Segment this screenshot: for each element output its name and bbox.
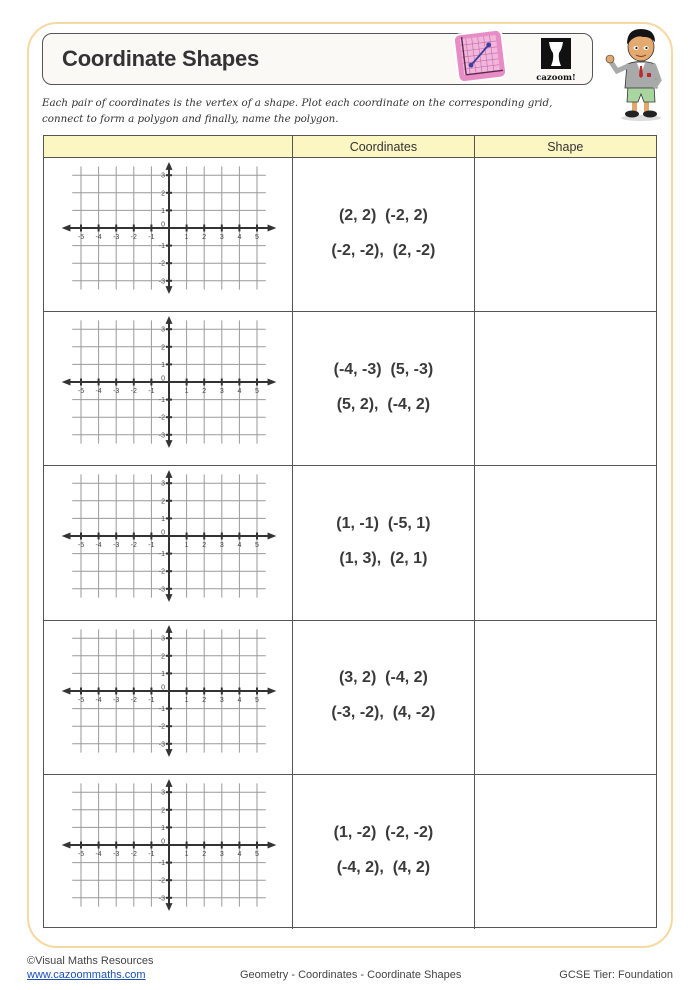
x-tick-label: -4 — [95, 234, 102, 241]
y-tick-label: 2 — [161, 807, 165, 815]
x-tick-label: 1 — [184, 696, 189, 704]
x-tick-label: -2 — [130, 850, 137, 858]
title-box — [42, 33, 593, 85]
x-tick-label: -3 — [113, 234, 120, 241]
x-tick-label: 2 — [202, 696, 207, 704]
coordinates-cell — [293, 775, 474, 929]
y-tick-label: -3 — [158, 586, 165, 594]
instructions-line-1: Each pair of coordinates is the vertex of a shape. Plot each coordinate on the corresponding grid, — [42, 97, 553, 109]
header-coordinates: Coordinates — [293, 136, 474, 157]
x-axis-arrow-right-icon — [268, 379, 277, 386]
y-tick-label: -2 — [158, 260, 165, 268]
table-row — [44, 466, 656, 620]
y-tick-label: -2 — [158, 569, 165, 577]
x-tick-label: -1 — [148, 696, 155, 704]
y-tick-label: -1 — [158, 397, 165, 405]
x-tick-label: 4 — [237, 850, 242, 858]
x-axis-arrow-left-icon — [62, 841, 71, 848]
cazoom-vase-icon — [534, 37, 578, 83]
x-tick-label: 3 — [219, 234, 224, 241]
x-tick-label: 4 — [237, 542, 242, 550]
x-tick-label: -2 — [130, 542, 137, 550]
x-tick-label: -1 — [148, 234, 155, 241]
graph-tile-icon — [452, 27, 508, 85]
x-tick-label: -5 — [77, 542, 85, 550]
x-tick-label: -3 — [113, 850, 120, 858]
y-tick-label: 2 — [161, 498, 165, 506]
coordinates-cell — [293, 466, 474, 619]
coordinates-line-2: (-2, -2), (2, -2) — [331, 241, 436, 259]
grid-cell[interactable] — [44, 158, 293, 311]
footer-website-wrap — [27, 969, 146, 981]
x-tick-label: -5 — [77, 850, 85, 858]
y-tick-label: 3 — [161, 172, 165, 180]
y-tick-label: -3 — [158, 278, 165, 286]
y-tick-label: 3 — [161, 789, 165, 797]
x-tick-label: 4 — [237, 388, 242, 396]
y-axis-arrow-down-icon — [166, 594, 173, 602]
x-tick-label: 3 — [219, 388, 224, 396]
x-tick-label: 1 — [184, 542, 189, 550]
y-tick-label: -2 — [158, 877, 165, 885]
y-tick-label: -2 — [158, 414, 165, 422]
x-tick-label: -1 — [148, 388, 155, 396]
shape-answer-cell[interactable] — [475, 775, 656, 929]
y-axis-arrow-down-icon — [166, 903, 173, 911]
y-tick-label: -1 — [158, 243, 165, 251]
x-tick-label: -3 — [113, 388, 120, 396]
y-tick-label: 1 — [161, 207, 165, 215]
cazoom-logo — [534, 37, 578, 83]
coordinates-line-1: (1, -1) (-5, 1) — [336, 514, 431, 532]
y-tick-label: 3 — [161, 326, 165, 334]
table-row — [44, 775, 656, 929]
y-tick-label: 1 — [161, 824, 165, 832]
coordinates-line-1: (-4, -3) (5, -3) — [333, 360, 434, 378]
coordinates-line-1: (3, 2) (-4, 2) — [338, 669, 428, 687]
y-axis-arrow-up-icon — [166, 625, 173, 633]
x-tick-label: -4 — [95, 542, 102, 550]
shape-answer-cell[interactable] — [475, 621, 656, 774]
x-tick-label: 2 — [202, 542, 207, 550]
header-grid — [44, 136, 293, 157]
x-tick-label: 2 — [202, 388, 207, 396]
coordinate-grid[interactable] — [54, 312, 284, 457]
x-tick-label: -2 — [130, 696, 137, 704]
y-tick-label: 1 — [161, 670, 165, 678]
x-tick-label: 1 — [184, 234, 189, 241]
coordinates-line-2: (1, 3), (2, 1) — [339, 549, 428, 567]
coordinate-grid[interactable] — [54, 621, 284, 766]
x-tick-label: -5 — [77, 234, 85, 241]
x-axis-arrow-left-icon — [62, 687, 71, 694]
x-tick-label: 3 — [219, 696, 224, 704]
y-axis-arrow-down-icon — [166, 286, 173, 294]
coordinates-line-2: (-4, 2), (4, 2) — [336, 858, 431, 876]
coordinates-line-1: (2, 2) (-2, 2) — [338, 206, 428, 224]
x-axis-arrow-right-icon — [268, 225, 277, 232]
x-tick-label: 3 — [219, 542, 224, 550]
table-row — [44, 621, 656, 775]
x-axis-arrow-left-icon — [62, 379, 71, 386]
x-tick-label: -3 — [113, 696, 120, 704]
y-tick-label: 2 — [161, 190, 165, 198]
table-row — [44, 312, 656, 466]
x-tick-label: 3 — [219, 850, 224, 858]
worksheet-table — [43, 135, 657, 928]
table-header — [44, 136, 656, 158]
logo-text: cazoom! — [536, 73, 576, 83]
x-tick-label: -3 — [113, 542, 120, 550]
y-axis-arrow-down-icon — [166, 749, 173, 757]
x-tick-label: -2 — [130, 388, 137, 396]
origin-label: 0 — [161, 684, 165, 692]
y-tick-label: 2 — [161, 652, 165, 660]
footer-copyright: ©Visual Maths Resources — [27, 955, 154, 967]
x-tick-label: 5 — [255, 850, 259, 858]
x-tick-label: -4 — [95, 850, 102, 858]
origin-label: 0 — [161, 838, 165, 846]
footer-website-link[interactable]: www.cazoommaths.com — [27, 969, 146, 981]
x-tick-label: -5 — [77, 388, 85, 396]
x-tick-label: -1 — [148, 850, 155, 858]
x-axis-arrow-left-icon — [62, 225, 71, 232]
y-tick-label: 3 — [161, 635, 165, 643]
y-tick-label: 1 — [161, 516, 165, 524]
x-tick-label: 4 — [237, 234, 242, 241]
mascot-boy-icon — [597, 24, 679, 122]
x-tick-label: -5 — [77, 696, 85, 704]
coordinates-line-2: (-3, -2), (4, -2) — [331, 704, 436, 722]
coordinate-grid[interactable] — [54, 158, 284, 303]
coordinates-cell — [293, 158, 474, 311]
coordinate-grid[interactable] — [54, 466, 284, 611]
instructions — [42, 95, 582, 127]
x-tick-label: 5 — [255, 696, 259, 704]
y-axis-arrow-up-icon — [166, 779, 173, 787]
y-axis-arrow-up-icon — [166, 316, 173, 324]
coordinates-line-1: (1, -2) (-2, -2) — [333, 823, 434, 841]
x-tick-label: 1 — [184, 850, 189, 858]
y-axis-arrow-down-icon — [166, 440, 173, 448]
y-tick-label: -3 — [158, 432, 165, 440]
y-tick-label: -2 — [158, 723, 165, 731]
grid-cell[interactable] — [44, 621, 293, 774]
x-axis-arrow-right-icon — [268, 687, 277, 694]
y-axis-arrow-up-icon — [166, 162, 173, 170]
x-tick-label: -4 — [95, 388, 102, 396]
y-tick-label: -3 — [158, 895, 165, 903]
x-axis-arrow-left-icon — [62, 533, 71, 540]
coordinates-line-2: (5, 2), (-4, 2) — [336, 395, 431, 413]
origin-label: 0 — [161, 529, 165, 537]
y-tick-label: 1 — [161, 362, 165, 370]
origin-label: 0 — [161, 375, 165, 383]
footer-tier: GCSE Tier: Foundation — [559, 969, 673, 981]
x-tick-label: 4 — [237, 696, 242, 704]
shape-answer-cell[interactable] — [475, 312, 656, 465]
instructions-line-2: connect to form a polygon and finally, name the polygon. — [42, 113, 339, 125]
x-tick-label: 5 — [255, 388, 259, 396]
grid-cell[interactable] — [44, 466, 293, 619]
x-tick-label: -4 — [95, 696, 102, 704]
y-tick-label: -1 — [158, 551, 165, 559]
header-shape: Shape — [547, 139, 584, 154]
y-axis-arrow-up-icon — [166, 470, 173, 478]
x-tick-label: 1 — [184, 388, 189, 396]
y-tick-label: -1 — [158, 705, 165, 713]
table-row — [44, 158, 656, 312]
x-tick-label: 5 — [255, 234, 259, 241]
x-tick-label: 2 — [202, 850, 207, 858]
x-axis-arrow-right-icon — [268, 841, 277, 848]
coordinates-cell — [293, 621, 474, 774]
origin-label: 0 — [161, 221, 165, 229]
x-tick-label: 2 — [202, 234, 207, 241]
x-tick-label: 5 — [255, 542, 259, 550]
coordinates-cell — [293, 312, 474, 465]
page-title: Coordinate Shapes — [62, 46, 260, 71]
y-tick-label: 3 — [161, 481, 165, 489]
x-axis-arrow-right-icon — [268, 533, 277, 540]
grid-cell[interactable] — [44, 312, 293, 465]
shape-answer-cell[interactable] — [475, 466, 656, 619]
y-tick-label: -1 — [158, 859, 165, 867]
x-tick-label: -2 — [130, 234, 137, 241]
grid-cell[interactable] — [44, 775, 293, 929]
y-tick-label: -3 — [158, 740, 165, 748]
footer-topic: Geometry - Coordinates - Coordinate Shapes — [240, 969, 462, 981]
coordinate-grid[interactable] — [54, 775, 284, 920]
y-tick-label: 2 — [161, 344, 165, 352]
shape-answer-cell[interactable] — [475, 158, 656, 311]
x-tick-label: -1 — [148, 542, 155, 550]
